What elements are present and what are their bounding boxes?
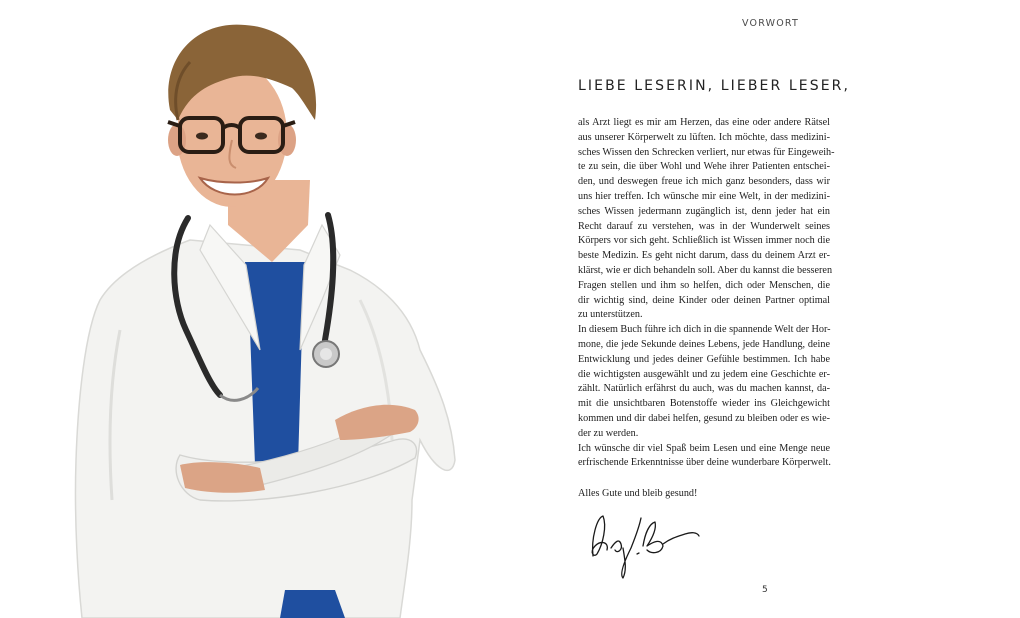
body-line: beste Medizin. Es geht nicht darum, dass du deinem Arzt er- bbox=[578, 250, 830, 262]
doctor-portrait-photo bbox=[60, 0, 480, 618]
handwritten-signature bbox=[585, 508, 705, 582]
hand-left bbox=[180, 462, 265, 493]
body-line: aus unserer Körperwelt zu lüften. Ich möchte, dass medizini- bbox=[578, 131, 830, 143]
body-line: mit die unsichtbaren Botenstoffe wieder ins Gleichgewicht bbox=[578, 398, 830, 410]
body-line: Körpers vor sich geht. Schließlich ist Wissen immer noch die bbox=[578, 235, 830, 247]
closing-line: Alles Gute und bleib gesund! bbox=[578, 488, 698, 499]
body-line: Ich wünsche dir viel Spaß beim Lesen und eine Menge neue bbox=[578, 442, 830, 454]
body-line: dir wichtig sind, deine Kinder oder deinen Partner optimal bbox=[578, 294, 830, 306]
body-line: Fragen stellen und ihm so helfen, dich oder Menschen, die bbox=[578, 279, 830, 291]
body-line: Entwicklung und jedes deiner Gefühle bestimmen. Ich habe bbox=[578, 353, 830, 365]
body-line: die wichtigsten ausgewählt und zu jedem eine Geschichte er- bbox=[578, 368, 830, 380]
body-line: als Arzt liegt es mir am Herzen, das eine oder andere Rätsel bbox=[578, 117, 830, 128]
body-line: erfrischende Erkenntnisse über deine wunderbare Körperwelt. bbox=[578, 457, 831, 469]
body-line: uns hier treffen. Ich wünsche mir eine Welt, in der medizini- bbox=[578, 190, 830, 202]
body-line: zählt. Natürlich erfährst du auch, was du machen kannst, da- bbox=[578, 383, 830, 395]
body-line: kommen und dir dabei helfen, gesund zu bleiben oder es wie- bbox=[578, 412, 830, 424]
running-header: VORWORT bbox=[742, 18, 800, 29]
page-title: LIEBE LESERIN, LIEBER LESER, bbox=[578, 78, 851, 94]
body-line: klärst, wie er dich behandeln soll. Aber du kannst die besseren bbox=[578, 264, 833, 276]
body-line: Recht darauf zu verstehen, was in der Wunderwelt seines bbox=[578, 220, 830, 232]
body-line: sches Wissen jedermann zugänglich ist, denn jeder hat ein bbox=[578, 205, 830, 217]
page-number: 5 bbox=[762, 585, 768, 595]
body-line: te zu sein, die über Wohl und Wehe ihrer Patienten entschei- bbox=[578, 161, 830, 173]
body-line: sches Wissen den Schrecken verliert, nur etwas für Eingeweih- bbox=[578, 146, 835, 158]
body-line: zu unterstützen. bbox=[578, 309, 643, 321]
body-line: den, und deswegen freue ich mich ganz besonders, dass wir bbox=[578, 176, 830, 188]
body-text bbox=[578, 116, 835, 471]
body-line: der zu werden. bbox=[578, 427, 639, 439]
body-line: mone, die jede Sekunde deines Lebens, jede Handlung, deine bbox=[578, 338, 830, 350]
blue-scrubs bbox=[245, 262, 305, 465]
body-line: In diesem Buch führe ich dich in die spannende Welt der Hor- bbox=[578, 324, 831, 336]
